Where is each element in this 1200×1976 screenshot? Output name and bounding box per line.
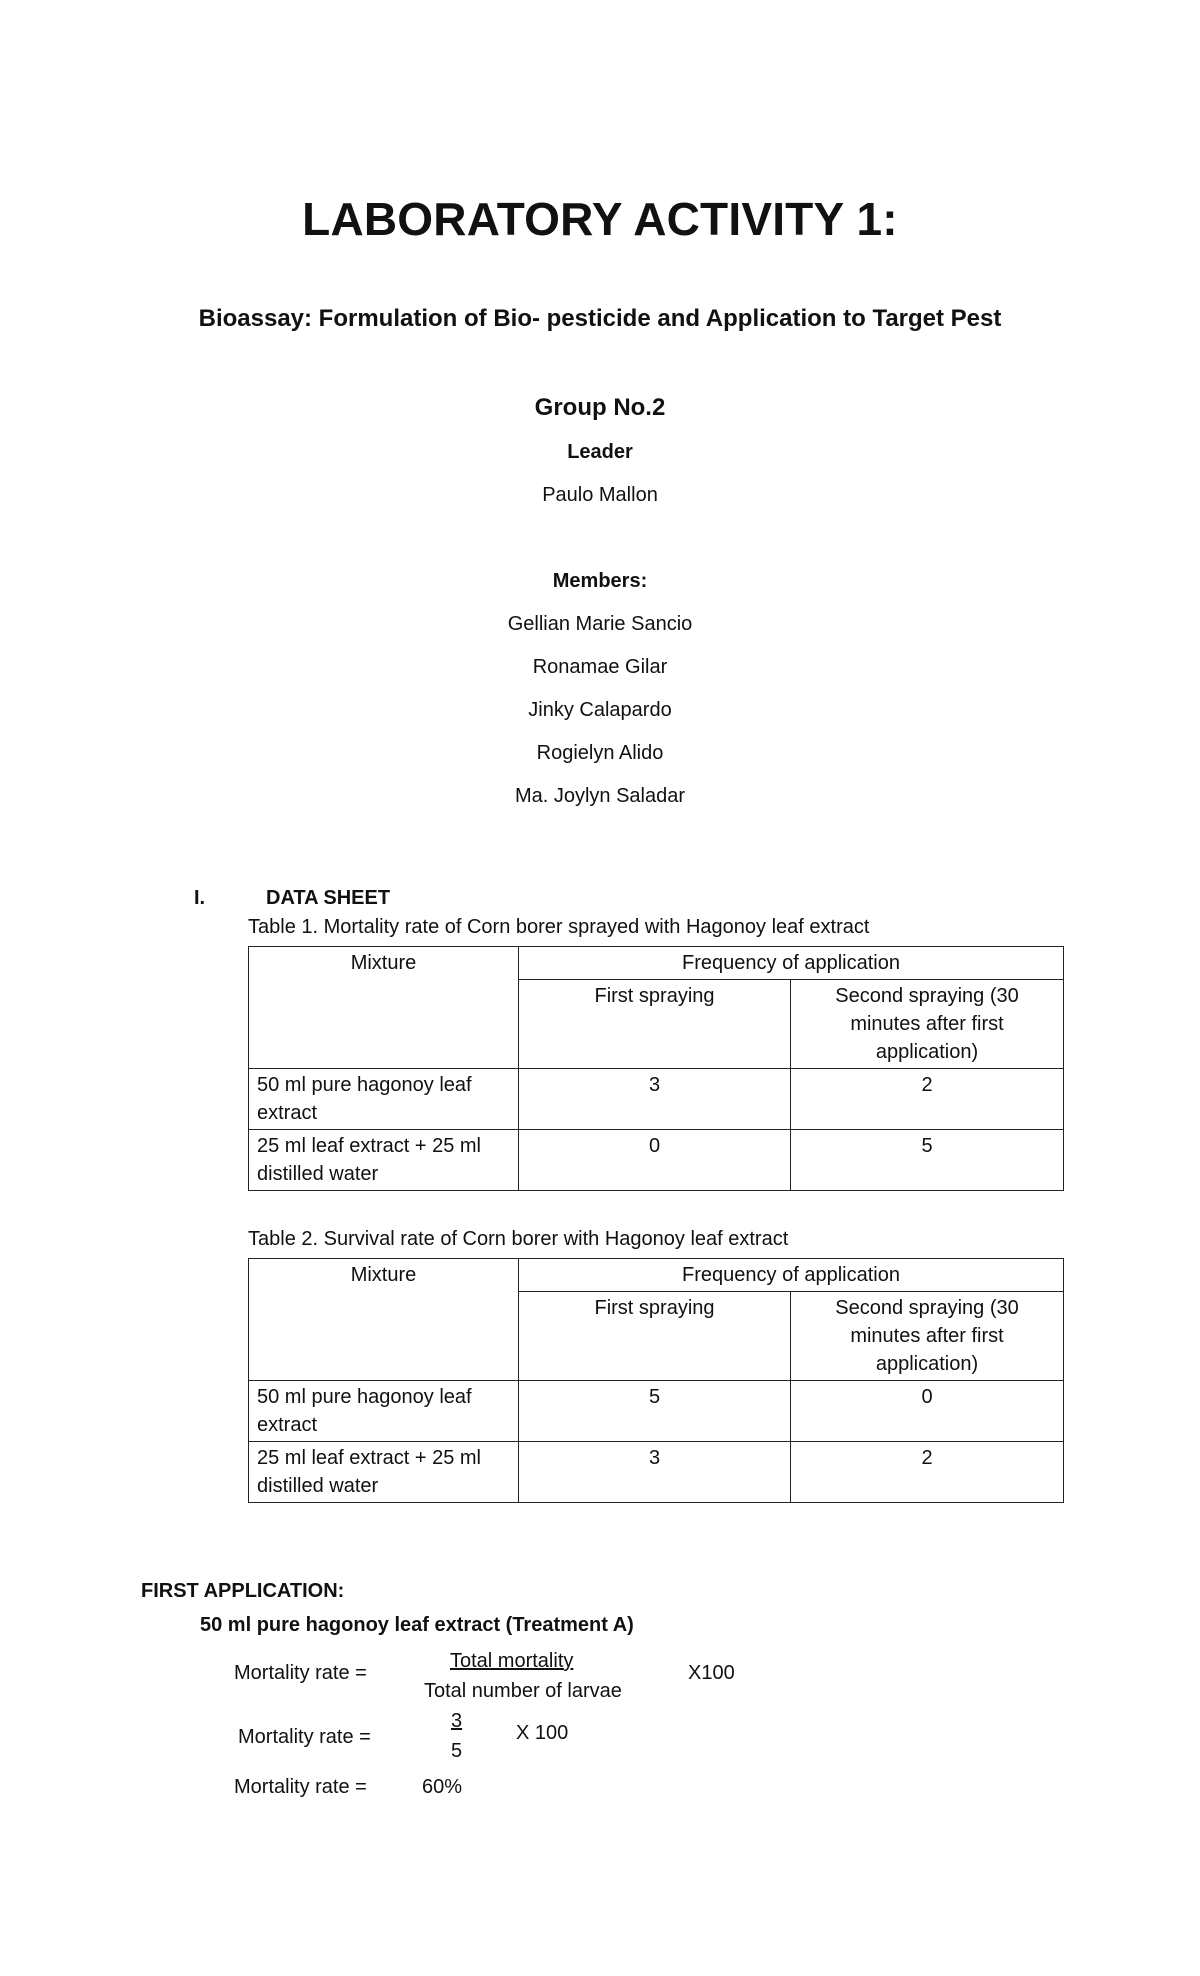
table-cell-mixture: 25 ml leaf extract + 25 ml distilled water bbox=[249, 1442, 519, 1503]
calc-numerator: 3 bbox=[451, 1710, 463, 1732]
table-row bbox=[249, 1381, 1064, 1442]
table-cell-second: 5 bbox=[791, 1130, 1064, 1191]
group-heading: Group No.2 bbox=[534, 394, 666, 421]
section-title: DATA SHEET bbox=[266, 887, 391, 909]
table-row bbox=[249, 1442, 1064, 1503]
table-header-mixture: Mixture bbox=[249, 947, 519, 1069]
table-cell-mixture: 50 ml pure hagonoy leaf extract bbox=[249, 1069, 519, 1130]
table-1-caption: Table 1. Mortality rate of Corn borer sprayed with Hagonoy leaf extract bbox=[248, 916, 870, 938]
table-cell-second: 2 bbox=[791, 1442, 1064, 1503]
calc-multiplier: X 100 bbox=[516, 1722, 569, 1744]
table-cell-first: 0 bbox=[519, 1130, 791, 1191]
page-title: LABORATORY ACTIVITY 1: bbox=[302, 193, 898, 245]
formula-denominator: Total number of larvae bbox=[424, 1680, 622, 1702]
calc-denominator: 5 bbox=[451, 1740, 463, 1762]
member-name: Rogielyn Alido bbox=[536, 742, 664, 764]
table-header-second: Second spraying (30 minutes after first application) bbox=[791, 1292, 1064, 1381]
member-name: Ma. Joylyn Saladar bbox=[514, 785, 686, 807]
treatment-heading: 50 ml pure hagonoy leaf extract (Treatment A) bbox=[200, 1614, 634, 1636]
table-header-second: Second spraying (30 minutes after first application) bbox=[791, 980, 1064, 1069]
table-row bbox=[249, 1130, 1064, 1191]
survival-table bbox=[248, 1258, 1064, 1503]
formula-multiplier: X100 bbox=[688, 1662, 735, 1684]
table-cell-second: 0 bbox=[791, 1381, 1064, 1442]
member-name: Gellian Marie Sancio bbox=[507, 613, 693, 635]
table-header-first: First spraying bbox=[519, 1292, 791, 1381]
leader-heading: Leader bbox=[567, 441, 633, 463]
leader-name: Paulo Mallon bbox=[542, 484, 658, 506]
member-name: Ronamae Gilar bbox=[532, 656, 668, 678]
mortality-calc-label: Mortality rate = bbox=[238, 1726, 371, 1748]
mortality-result-value: 60% bbox=[422, 1776, 463, 1798]
table-header-mixture: Mixture bbox=[249, 1259, 519, 1381]
formula-numerator: Total mortality bbox=[450, 1650, 574, 1672]
mortality-formula-label: Mortality rate = bbox=[234, 1662, 367, 1684]
mortality-table bbox=[248, 946, 1064, 1191]
page-subtitle: Bioassay: Formulation of Bio- pesticide and Application to Target Pest bbox=[198, 305, 1002, 332]
table-cell-mixture: 25 ml leaf extract + 25 ml distilled water bbox=[249, 1130, 519, 1191]
table-cell-first: 5 bbox=[519, 1381, 791, 1442]
section-heading bbox=[194, 887, 390, 910]
mortality-result-label: Mortality rate = bbox=[234, 1776, 367, 1798]
section-number: I. bbox=[194, 887, 206, 909]
table-2-caption: Table 2. Survival rate of Corn borer with Hagonoy leaf extract bbox=[248, 1228, 789, 1250]
table-header-frequency: Frequency of application bbox=[519, 1259, 1064, 1292]
first-application-heading: FIRST APPLICATION: bbox=[141, 1580, 345, 1602]
members-heading: Members: bbox=[552, 570, 648, 592]
table-cell-first: 3 bbox=[519, 1069, 791, 1130]
member-name: Jinky Calapardo bbox=[528, 699, 672, 721]
table-header-frequency: Frequency of application bbox=[519, 947, 1064, 980]
table-row bbox=[249, 1069, 1064, 1130]
table-cell-first: 3 bbox=[519, 1442, 791, 1503]
table-cell-second: 2 bbox=[791, 1069, 1064, 1130]
table-cell-mixture: 50 ml pure hagonoy leaf extract bbox=[249, 1381, 519, 1442]
table-header-first: First spraying bbox=[519, 980, 791, 1069]
